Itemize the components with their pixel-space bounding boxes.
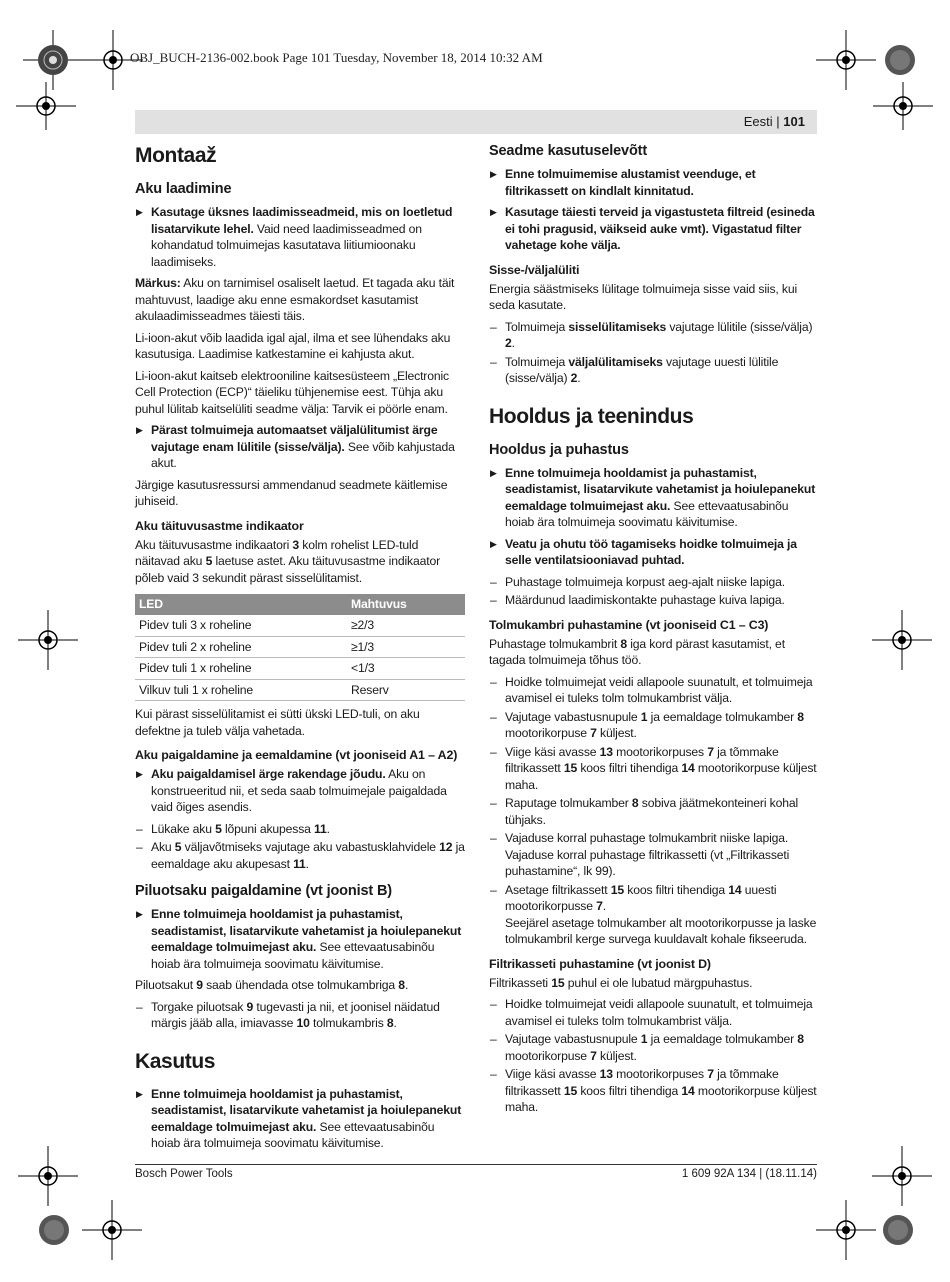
- ref-number: 8: [620, 636, 627, 651]
- registration-mark-icon: [23, 30, 83, 90]
- column-header: Mahtuvus: [347, 594, 465, 615]
- bold-term: sisselülitamiseks: [568, 319, 667, 334]
- footer-rule: [135, 1164, 817, 1165]
- text-span: ja eemaldage tolmukamber: [647, 709, 798, 724]
- ref-number: 1: [640, 709, 648, 724]
- text-span: ja tõmmake filtrikassett: [505, 1067, 779, 1098]
- heading-dust-container: Tolmukambri puhastamine (vt jooniseid C1 – C3): [489, 617, 769, 632]
- page-header: [135, 110, 817, 134]
- text-span: tugevasti ja nii, et joonisel näidatud märgis jääb alla, imiavasse: [151, 999, 440, 1030]
- list-item: – Puhastage tolmuimeja korpust aeg-ajalt niiske lapiga.: [489, 574, 819, 591]
- heading-startup: Seadme kasutuselevõtt: [489, 143, 648, 159]
- ref-number: 7: [707, 744, 714, 759]
- text-span: Asetage filtrikassett: [505, 882, 611, 897]
- ref-number: 8: [631, 796, 639, 810]
- note-paragraph: [135, 275, 465, 325]
- text-span: koos filtri tihendiga: [624, 882, 729, 897]
- ref-number: 2: [570, 371, 578, 385]
- left-column: [135, 140, 465, 1157]
- heading-filter-cassette: Filtrikasseti puhastamine (vt joonist D): [489, 956, 711, 971]
- ref-number: 2: [505, 336, 512, 350]
- registration-mark-icon: [872, 610, 932, 670]
- heading-nozzle: Piluotsaku paigaldamine (vt joonist B): [135, 883, 392, 899]
- text-span: Vajaduse korral puhastage filtrikassetti (vt „Filtrikasseti puhastamine“, lk 99).: [505, 847, 790, 878]
- text-span: mootorikorpuse küljest maha.: [505, 761, 817, 792]
- heading-maintenance: Hooldus ja teenindus: [489, 404, 694, 428]
- note-label: Märkus:: [135, 276, 181, 290]
- text-span: uuesti mootorikorpusse: [505, 882, 777, 913]
- text-span: mootorikorpuse: [505, 1048, 591, 1063]
- warning-bold: Pärast tolmuimeja automaatset väljalülitumist ärge vajutage enam lülitile (sisse/välja).: [151, 423, 438, 454]
- list-item: – Hoidke tolmuimejat veidi allapoole suunatult, et tolmuimeja avamisel ei tuleks tolm tolmukambrist välja.: [489, 996, 819, 1029]
- text-span: iga kord pärast kasutamist, et tagada tolmuimeja tõhus töö.: [489, 636, 785, 667]
- paragraph-nozzle: [135, 977, 465, 994]
- footer-brand: Bosch Power Tools: [135, 1168, 233, 1180]
- heading-montaaz: Montaaž: [135, 144, 217, 167]
- ref-number: 14: [681, 761, 695, 775]
- registration-mark-icon: [868, 1200, 928, 1260]
- ref-number: 14: [728, 882, 742, 897]
- warning-bold: Enne tolmuimemise alustamist veenduge, et filtrikassett on kindlalt kinnitatud.: [505, 167, 756, 198]
- ref-number: 7: [596, 899, 603, 913]
- warning-text: See ettevaatusabinõu hoiab ära tolmuimeja soovimatu käivitumise.: [505, 498, 789, 529]
- table-cell: ≥1/3: [347, 636, 465, 658]
- ref-number: 7: [707, 1067, 714, 1081]
- table-cell: Reserv: [347, 679, 465, 701]
- text-span: Lükake aku: [151, 821, 216, 836]
- text-span: .: [511, 336, 515, 350]
- warning-text: See ettevaatusabinõu hoiab ära tolmuimeja soovimatu käivitumise.: [151, 1119, 435, 1150]
- text-span: .: [577, 371, 581, 385]
- text-span: ja eemaldage tolmukamber: [647, 1032, 798, 1046]
- ref-number: 14: [681, 1083, 695, 1098]
- footer-doc-number: 1 609 92A 134 | (18.11.14): [681, 1168, 817, 1180]
- warning-remove-battery: [135, 1086, 465, 1152]
- text-span: tolmukambris: [309, 1016, 387, 1030]
- note-text: Aku on tarnimisel osaliselt laetud. Et tagada aku täit mahtuvust, laadige aku enne esmakordset kasutamist akulaadimisseadmes täiesti täis.: [135, 276, 455, 323]
- text-span: .: [602, 899, 606, 913]
- text-span: vajutage lülitile (sisse/välja): [666, 319, 813, 334]
- list-item: – Hoidke tolmuimejat veidi allapoole suunatult, et tolmuimeja avamisel ei tuleks tolm tolmukambrist välja.: [489, 674, 819, 707]
- registration-mark-icon: [16, 82, 76, 130]
- ref-number: 11: [314, 821, 327, 836]
- registration-mark-icon: [82, 1200, 142, 1260]
- bold-term: väljalülitamiseks: [568, 354, 663, 369]
- paragraph-dust-container: [489, 636, 819, 669]
- ref-number: 11: [293, 856, 306, 871]
- text-span: Aku täituvusastme indikaatori: [135, 537, 293, 552]
- warning-charger: [135, 204, 465, 270]
- ref-number: 15: [551, 975, 565, 990]
- text-span: mootorikorpuses: [612, 744, 708, 759]
- warning-remove-battery: [135, 906, 465, 972]
- warning-bold: Aku paigaldamisel ärge rakendage jõudu.: [151, 767, 386, 781]
- header-separator: |: [776, 114, 780, 129]
- warning-text: Aku on konstrueeritud nii, et seda saab tolmuimejale paigaldada vaid õiges asendis.: [151, 767, 447, 814]
- text-span: saab ühendada otse tolmukambriga: [202, 978, 399, 992]
- ref-number: 5: [174, 840, 182, 854]
- ref-number: 12: [439, 840, 453, 854]
- list-item: [489, 882, 819, 948]
- text-span: Torgake piluotsak: [151, 999, 247, 1014]
- text-span: mootorikorpuse küljest maha.: [505, 1083, 817, 1114]
- list-item: [489, 354, 819, 387]
- text-span: Vajutage vabastusnupule: [505, 709, 641, 724]
- registration-mark-icon: [18, 1146, 78, 1206]
- heading-aku-laadimine: Aku laadimine: [135, 181, 232, 197]
- table-cell: Pidev tuli 2 x roheline: [135, 636, 347, 658]
- text-span: vajutage uuesti lülitile (sisse/välja): [505, 354, 779, 385]
- table-row: [135, 658, 465, 680]
- text-span: ja eemaldage aku akupesast: [151, 840, 465, 871]
- ref-number: 3: [292, 537, 300, 552]
- list-item: [489, 1031, 819, 1064]
- ref-number: 13: [599, 1067, 613, 1081]
- heading-battery-install: Aku paigaldamine ja eemaldamine (vt jooniseid A1 – A2): [135, 748, 458, 762]
- table-cell: Pidev tuli 1 x roheline: [135, 658, 347, 680]
- heading-cleaning: Hooldus ja puhastus: [489, 441, 629, 458]
- paragraph-filter-cassette: [489, 975, 819, 992]
- text-span: Viige käsi avasse: [505, 1067, 600, 1081]
- text-span: mootorikorpuses: [612, 1067, 708, 1081]
- list-item: [135, 839, 465, 872]
- ref-number: 13: [599, 744, 613, 759]
- ref-number: 8: [386, 1016, 394, 1030]
- text-span: Filtrikasseti: [489, 975, 552, 990]
- heading-kasutus: Kasutus: [135, 1049, 216, 1073]
- text-span: väljavõtmiseks vajutage aku vabastusklahvidele: [181, 840, 440, 854]
- paragraph-energy: Energia säästmiseks lülitage tolmuimeja sisse vaid siis, kui seda kasutate.: [489, 281, 798, 312]
- table-row: [135, 615, 465, 636]
- registration-mark-icon: [18, 610, 78, 670]
- table-cell: Pidev tuli 3 x roheline: [135, 615, 347, 636]
- text-span: koos filtri tihendiga: [577, 761, 682, 775]
- led-table: [135, 594, 465, 701]
- text-span: sobiva jäätmekonteineri kohal tühjaks.: [505, 796, 799, 827]
- text-span: laetuse astet. Aku täituvusastme indikaator põleb vaid 3 sekundit pärast sisselülitamist.: [135, 554, 441, 585]
- text-span: Tolmuimeja: [505, 354, 569, 369]
- list-item: [489, 744, 819, 794]
- warning-text: See ettevaatusabinõu hoiab ära tolmuimeja soovimatu käivitumise.: [151, 940, 435, 971]
- list-item: [489, 830, 819, 880]
- text-span: Viige käsi avasse: [505, 744, 600, 759]
- print-slug: OBJ_BUCH-2136-002.book Page 101 Tuesday, November 18, 2014 10:32 AM: [130, 50, 543, 65]
- right-column: [489, 140, 819, 1118]
- warning-text: See võib kahjustada akut.: [151, 439, 455, 470]
- warning-remove-battery: [489, 465, 819, 531]
- text-span: Raputage tolmukamber: [505, 796, 632, 810]
- ref-number: 8: [797, 1032, 804, 1046]
- registration-mark-icon: [872, 1146, 932, 1206]
- column-header: LED: [135, 594, 347, 615]
- warning-switch: [135, 422, 465, 472]
- warning-filter: [489, 166, 819, 199]
- text-span: ja tõmmake filtrikassett: [505, 744, 779, 775]
- text-span: Piluotsakut: [135, 978, 197, 992]
- list-item: [135, 999, 465, 1032]
- heading-indicator: Aku täituvusastme indikaator: [135, 518, 304, 533]
- ref-number: 10: [296, 1016, 310, 1030]
- paragraph-liion-1: Li-ioon-akut võib laadida igal ajal, ilma et see lühendaks aku kasutusiga. Laadimise katkestamine ei kahjusta akut.: [135, 330, 451, 361]
- list-item: [135, 821, 465, 838]
- list-item: [489, 319, 819, 352]
- list-item: [489, 1066, 819, 1116]
- warning-bold: Enne tolmuimeja hooldamist ja puhastamist, seadistamist, lisatarvikute vahetamist ja hoiulepanekut eemaldage tolmuimejast aku.: [151, 907, 462, 954]
- text-span: .: [326, 821, 330, 836]
- ref-number: 5: [215, 821, 222, 836]
- registration-mark-icon: [816, 1200, 876, 1260]
- ref-number: 8: [398, 978, 405, 992]
- ref-number: 1: [640, 1032, 648, 1046]
- text-span: Seejärel asetage tolmukamber alt mootorikorpusse ja laske tolmukambril kerge survega kuuldavalt kohale fikseeruda.: [505, 915, 817, 946]
- paragraph-indicator: [135, 537, 465, 587]
- text-span: puhul ei ole lubatud märgpuhastus.: [564, 975, 753, 990]
- paragraph-defect: Kui pärast sisselülitamist ei sütti ükski LED-tuli, on aku defektne ja tuleb välja vahetada.: [135, 707, 420, 738]
- text-span: Tolmuimeja: [505, 319, 569, 334]
- ref-number: 7: [590, 1048, 597, 1063]
- ref-number: 8: [797, 709, 804, 724]
- text-span: .: [305, 856, 309, 871]
- warning-force: [135, 766, 465, 816]
- table-cell: <1/3: [347, 658, 465, 680]
- header-language: Eesti: [743, 114, 773, 129]
- registration-mark-icon: [870, 30, 930, 90]
- list-item: – Määrdunud laadimiskontakte puhastage kuiva lapiga.: [489, 592, 819, 609]
- warning-bold: Kasutage täiesti terveid ja vigastusteta filtreid (esineda ei tohi pragusid, väikseid auke vmt). Vigastatud filter vahetage kohe välja.: [505, 205, 815, 252]
- text-span: küljest.: [596, 1048, 637, 1063]
- ref-number: 15: [563, 1083, 578, 1098]
- table-cell: ≥2/3: [347, 615, 465, 636]
- ref-number: 15: [563, 761, 578, 775]
- text-span: kolm rohelist LED-tuld näitavad aku: [135, 537, 419, 568]
- text-span: .: [393, 1016, 397, 1030]
- table-row: [135, 636, 465, 658]
- ref-number: 9: [196, 978, 203, 992]
- ref-number: 9: [246, 999, 254, 1014]
- text-span: küljest.: [596, 726, 637, 740]
- warning-bold: Enne tolmuimeja hooldamist ja puhastamist, seadistamist, lisatarvikute vahetamist ja hoiulepanekut eemaldage tolmuimejast aku.: [505, 465, 816, 513]
- ref-number: 15: [610, 882, 625, 897]
- table-row: [135, 679, 465, 701]
- table-header-row: [135, 594, 465, 615]
- warning-bold: Kasutage üksnes laadimisseadmeid, mis on loetletud lisatarvikute lehel.: [151, 205, 453, 236]
- paragraph-liion-2: Li-ioon-akut kaitseb elektrooniline kaitsesüsteem „Electronic Cell Protection (ECP)“ täieliku tühjenemise eest. Tühja aku puhul lülitab kaitselüliti seadme välja: Tarvik ei pöörle enam.: [135, 368, 449, 416]
- paragraph-disposal: Järgige kasutusressursi ammendanud seadmete käitlemise juhiseid.: [135, 477, 448, 508]
- text-span: Vajaduse korral puhastage tolmukambrit niiske lapiga.: [505, 831, 789, 845]
- page-number: 101: [783, 114, 805, 129]
- text-span: Vajutage vabastusnupule: [505, 1032, 641, 1046]
- heading-switch: Sisse-/väljalüliti: [489, 262, 580, 277]
- warning-filter-damage: [489, 204, 819, 254]
- text-span: .: [404, 978, 409, 992]
- warning-text: Vaid need laadimisseadmed on kohandatud tolmuimejas kasutatava liitiumioonaku laadimiseks.: [151, 221, 422, 269]
- text-span: Aku: [151, 840, 175, 854]
- registration-mark-icon: [24, 1200, 84, 1260]
- text-span: koos filtri tihendiga: [577, 1083, 682, 1098]
- table-cell: Vilkuv tuli 1 x roheline: [135, 679, 347, 701]
- text-span: lõpuni akupessa: [221, 821, 315, 836]
- list-item: [489, 709, 819, 742]
- warning-clean: [489, 536, 819, 569]
- text-span: Puhastage tolmukambrit: [489, 636, 621, 651]
- ref-number: 5: [205, 554, 213, 568]
- registration-mark-icon: [816, 30, 876, 90]
- list-item: [489, 795, 819, 828]
- header-text: [744, 114, 805, 129]
- ref-number: 7: [590, 726, 597, 740]
- text-span: mootorikorpuse: [505, 726, 591, 740]
- warning-bold: Enne tolmuimeja hooldamist ja puhastamist, seadistamist, lisatarvikute vahetamist ja hoiulepanekut eemaldage tolmuimejast aku.: [151, 1086, 462, 1134]
- registration-mark-icon: [873, 82, 933, 130]
- warning-bold: Veatu ja ohutu töö tagamiseks hoidke tolmuimeja ja selle ventilatsiooniavad puhtad.: [505, 536, 797, 567]
